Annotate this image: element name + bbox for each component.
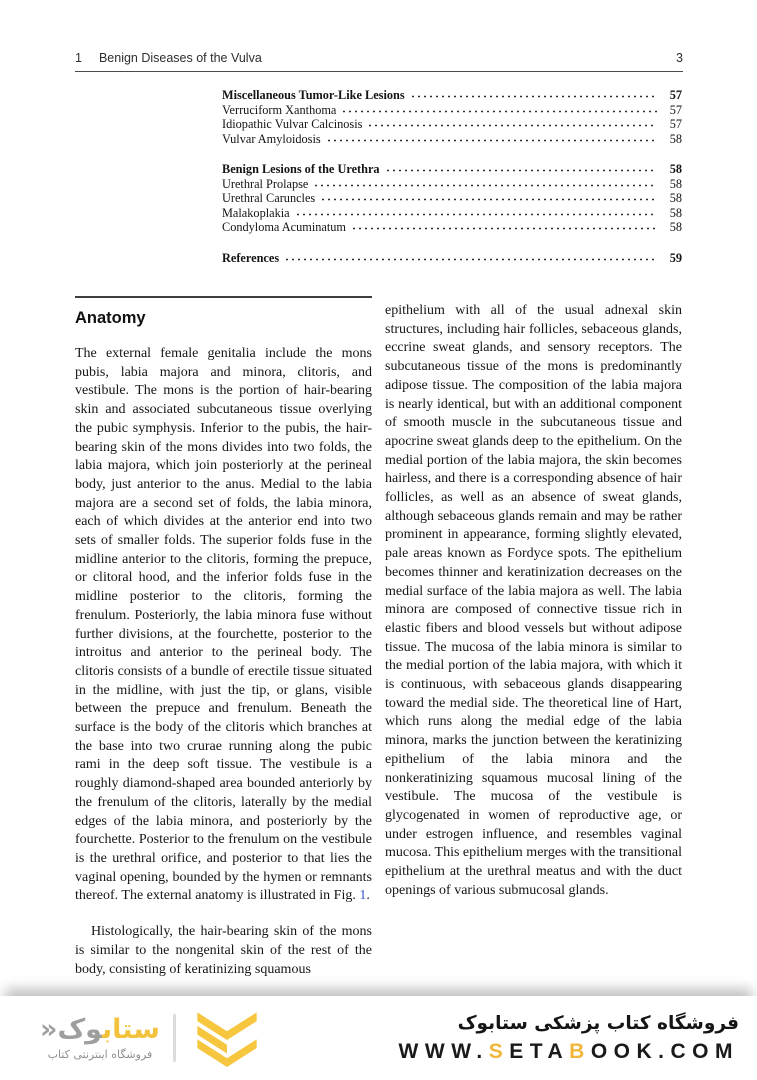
toc-dot-leader [320,192,657,202]
paragraph-text: The external female genitalia include the mons pubis, labia majora and minora, clitoris, and vestibule. The mons is the portion of hair-bearing skin and associated subcutaneous tissue overlying the pubic symphysis. Inferior to the pubis, the hair-bearing skin of the mons divides into two folds, the labia majora, which join posteriorly at the perineal body, just anterior to the anus. Medial to the labia majora are a second set of folds, the labia minora, each of which divides at the anterior end into two sets of smaller folds. The superior folds fuse in the midline anterior to the clitoris, forming the prepuce, or clitoral hood, and the inferior folds fuse in the midline posterior to the clitoris, forming the frenulum. Posteriorly, the labia minora fuse without further divisions, at the fourchette, posterior to the introitus and anterior to the perineal body. The clitoris consists of a bundle of erectile tissue situated in the midline, with just the tip, or glans, visible between the prepuce and frenulum. Beneath the surface is the body of the clitoris which branches at the base into two crurae running along the pubic rami in the deep soft tissue. The vestibule is a roughly diamond-shaped area bounded anteriorly by the frenulum of the clitoris, laterally by the medial edges of the labia minora, and posteriorly by the fourchette. Posterior to the frenulum on the vestibule is the urethral orifice, and posterior to that lies the vaginal opening, bounded by the hymen or remnants thereof. The external anatomy is illustrated in Fig. [75,346,372,904]
toc-row [222,162,682,177]
body-paragraph: epithelium with all of the usual adnexal skin structures, including hair follicles, sebaceous glands, eccrine sweat glands, and sensory receptors. The subcutaneous tissue of the mons is predominantly adipose tissue. The composition of the labia majora is nearly identical, but with an additional component of smooth muscle in the subcutaneous tissue and apocrine sweat glands deep to the epithelium. On the medial portion of the labia majora, the skin becomes hairless, and there is a corresponding absence of hair follicles, as well as an absence of sweat glands, although sebaceous glands remain and may be rather prominent in appearance, forming slightly elevated, pale areas known as Fordyce spots. The epithelium becomes thinner and keratinization decreases on the medial surface of the labia majora as well. The labia minora are composed of connective tissue rich in elastic fibers and blood vessels but without adipose tissue. The mucosa of the labia minora is similar to the medial portion of the labia majora, with which it is continuous, with sebaceous glands disappearing toward the medial side. The theoretical line of Hart, which runs along the medial edge of the labia minora, marks the junction between the keratinizing epithelium of the labia minora and the nonkeratinizing squamous mucosal lining of the vestibule. The mucosa of the vestibule is glycogenated in women of reproductive age, or under estrogen influence, and resembles vaginal mucosa. This epithelium merges with the transitional epithelium at the urethral meatus and with the duct openings of various submucosal glands. [385,303,682,898]
toc-dot-leader [284,252,657,262]
bookstore-watermark-footer [0,996,757,1080]
toc-dot-leader [410,89,657,99]
brand-chevron-mark-icon: « [40,1014,58,1045]
body-paragraph: Histologically, the hair-bearing skin of the mons is similar to the nongenital skin of the rest of the body, consisting of keratinizing squamous [75,924,372,977]
store-text-block [399,1013,739,1064]
toc-label: Verruciform Xanthoma [222,102,337,117]
url-part: OOK.COM [590,1039,739,1063]
toc-row [222,88,682,103]
right-column [385,296,682,979]
toc-group [222,251,682,266]
store-title: فروشگاه کتاب پزشکی ستابوک [457,1012,739,1034]
toc-page-number: 58 [669,176,682,191]
toc-dot-leader [367,118,657,128]
toc-row [222,206,682,221]
toc-page-number: 57 [669,117,682,131]
article-columns [75,296,682,979]
toc-row [222,251,682,266]
chapter-number: 1 [75,51,82,65]
toc-row [222,103,682,118]
toc-dot-leader [351,221,657,231]
brand-primary-text: ستاب [102,1014,160,1045]
left-column [75,296,372,979]
url-accent-letter: S [488,1039,510,1063]
toc-dot-leader [326,133,657,143]
body-paragraph [75,345,372,906]
brand-wordmark [40,1015,160,1045]
table-of-contents [222,88,682,265]
toc-page-number: 59 [669,250,682,265]
store-url-link[interactable] [399,1040,739,1064]
toc-label: Condyloma Acuminatum [222,220,346,234]
toc-label: Miscellaneous Tumor-Like Lesions [222,88,405,102]
toc-label: Malakoplakia [222,205,290,220]
section-rule [75,296,372,298]
toc-page-number: 58 [669,162,682,176]
toc-row [222,191,682,206]
running-head [75,51,683,65]
chevron-emblem-icon [189,1007,265,1069]
toc-dot-leader [385,163,657,173]
toc-dot-leader [341,104,657,114]
paragraph-text: . [366,888,370,904]
url-part: WWW. [398,1039,489,1063]
toc-page-number: 57 [669,88,682,102]
url-accent-letter: B [569,1039,591,1063]
toc-dot-leader [295,207,657,217]
toc-group [222,162,682,235]
toc-page-number: 58 [669,191,682,205]
setabook-logo [40,1007,265,1069]
page-number: 3 [676,51,683,65]
section-heading: Anatomy [75,309,146,327]
toc-label: Idiopathic Vulvar Calcinosis [222,117,363,131]
toc-page-number: 58 [669,205,682,220]
toc-label: Urethral Caruncles [222,191,316,205]
logo-divider [173,1014,176,1062]
toc-page-number: 57 [669,102,682,117]
toc-label: Vulvar Amyloidosis [222,131,321,146]
toc-row [222,117,682,132]
figure-reference-link[interactable]: 1 [359,888,367,904]
toc-row [222,220,682,235]
url-part: ETA [509,1039,570,1063]
toc-page-number: 58 [669,220,682,234]
toc-group [222,88,682,146]
running-head-rule [75,71,683,72]
toc-row [222,177,682,192]
brand-secondary-text: وک [57,1014,103,1045]
toc-label: Benign Lesions of the Urethra [222,162,380,176]
brand-block [40,1015,160,1061]
toc-label: References [222,250,280,265]
toc-row [222,132,682,147]
toc-page-number: 58 [669,131,682,146]
brand-tagline: فروشگاه اینترنتی کتاب [47,1048,153,1061]
toc-dot-leader [313,178,657,188]
toc-label: Urethral Prolapse [222,176,309,191]
chapter-title: Benign Diseases of the Vulva [98,51,262,65]
